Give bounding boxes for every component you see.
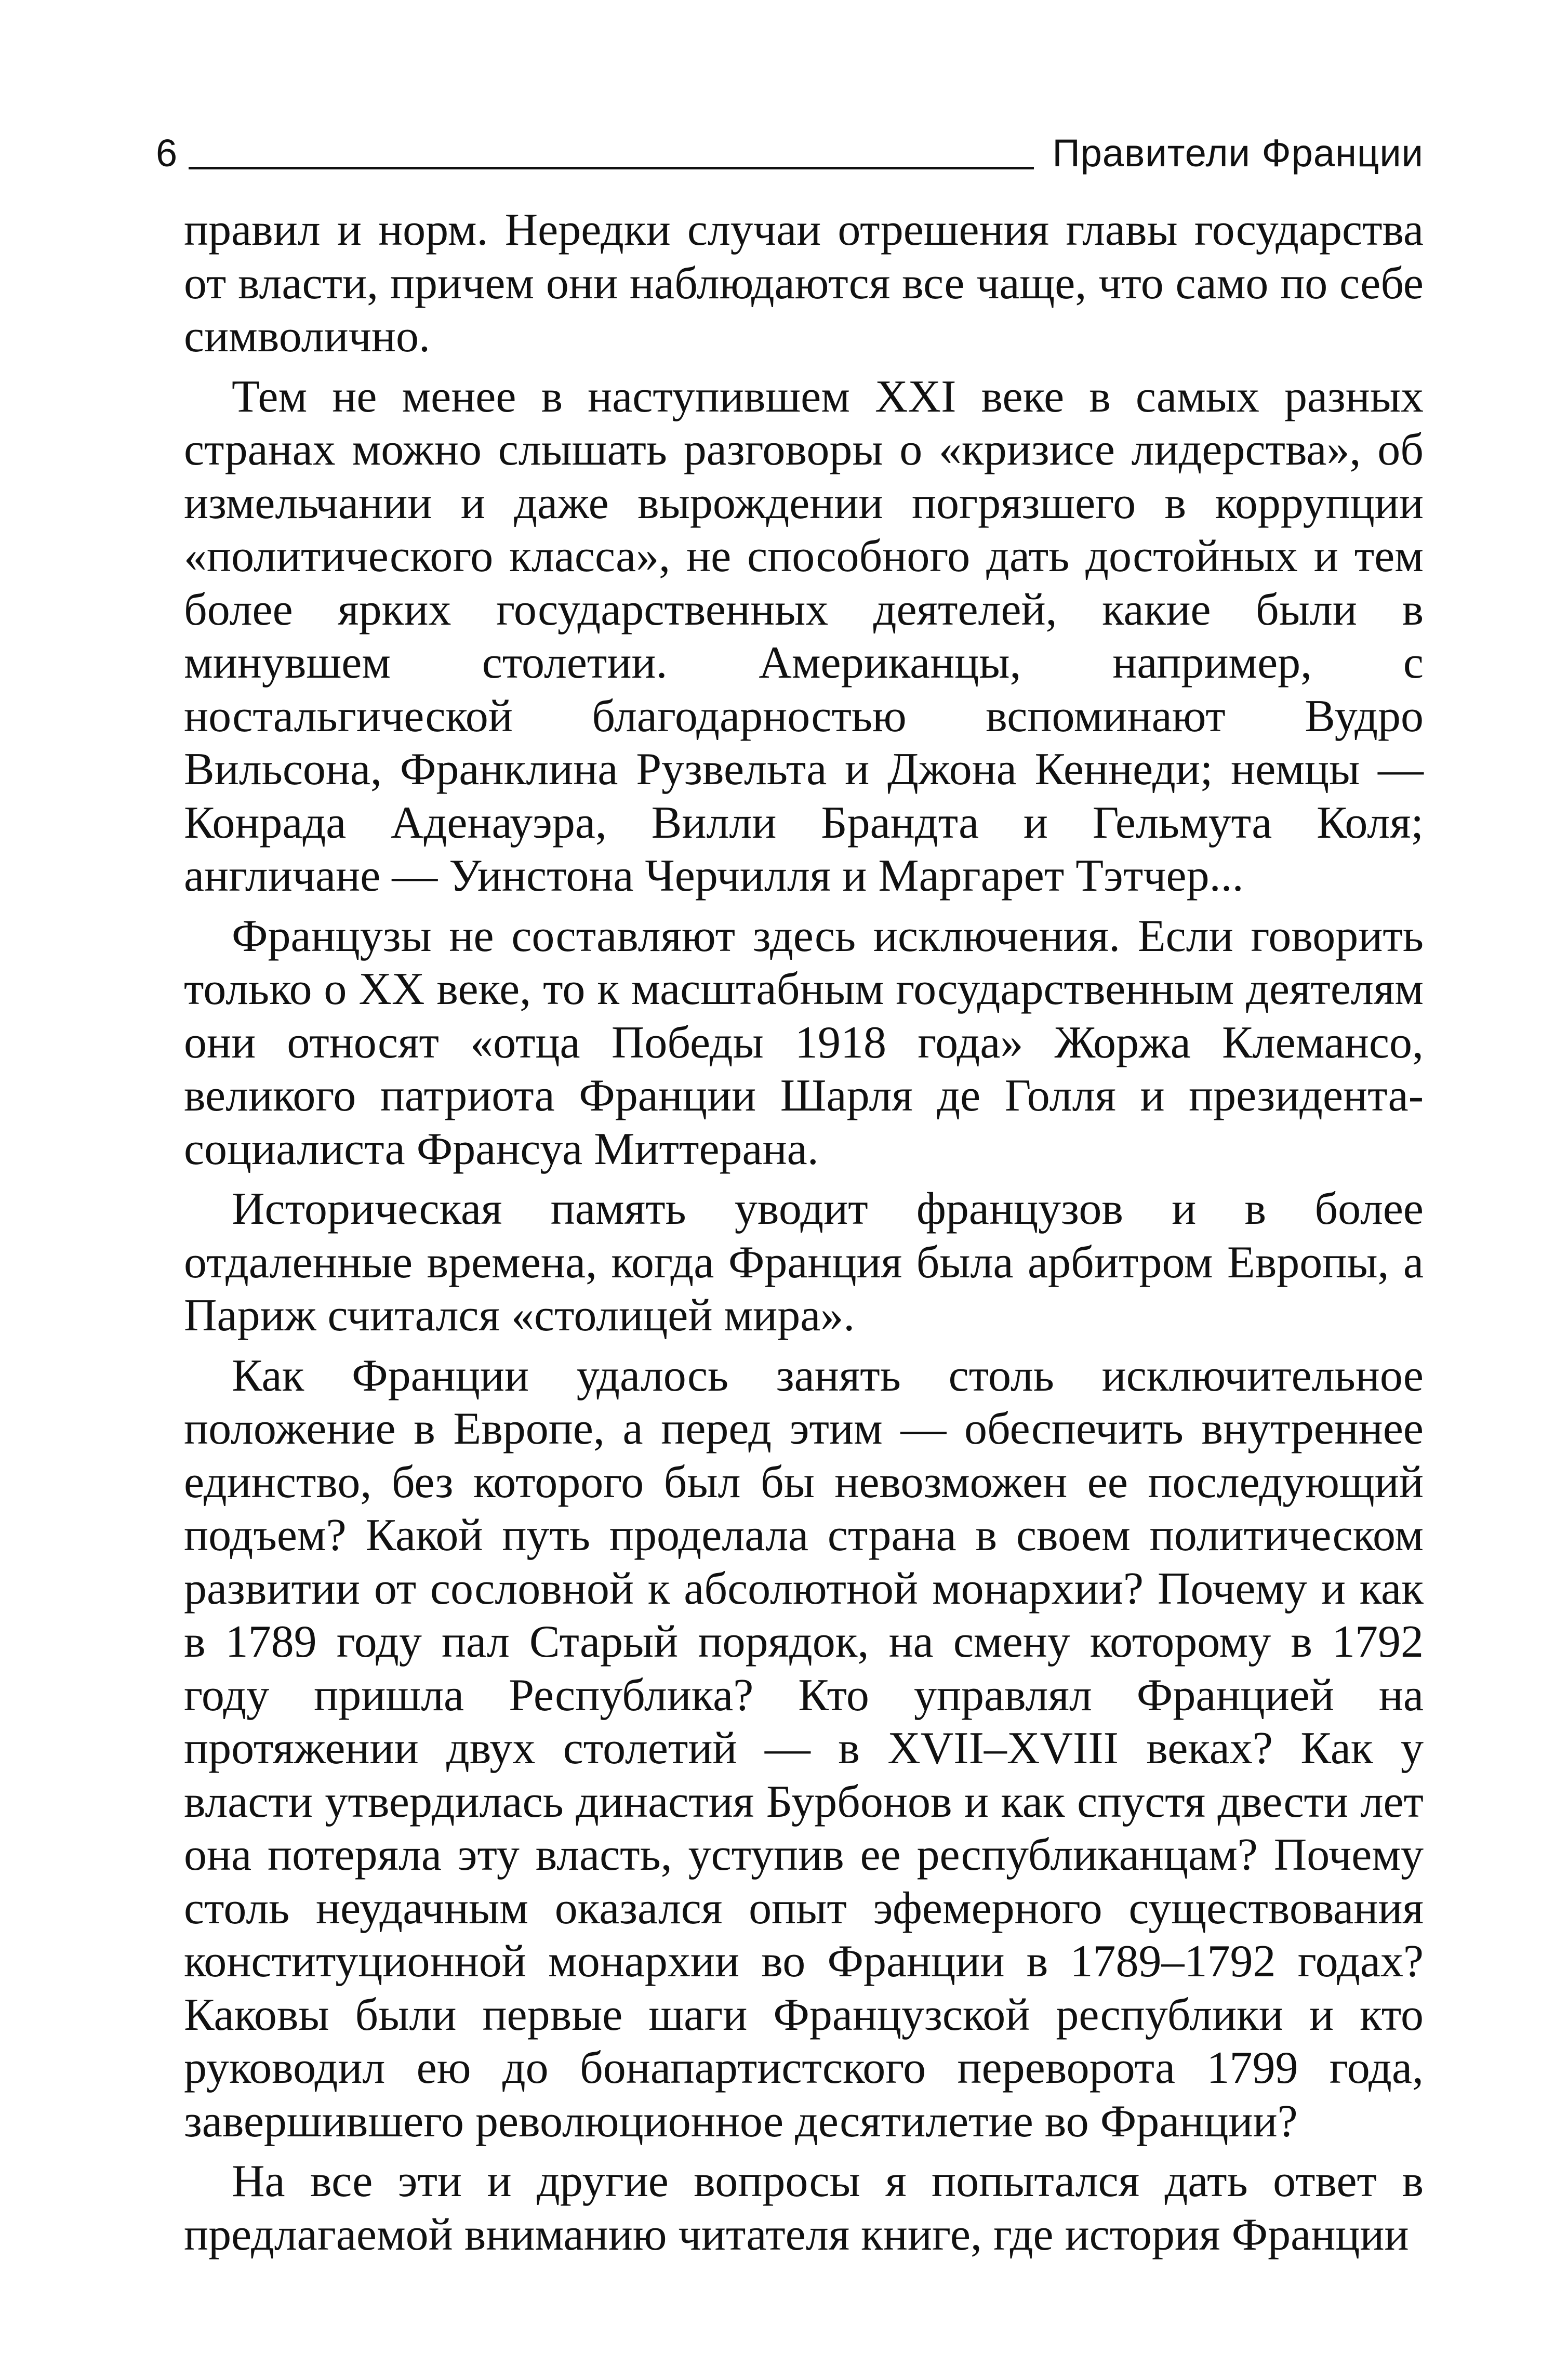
header-rule <box>189 167 1033 169</box>
paragraph-continued: правил и норм. Нередки случаи отрешения главы государства от власти, причем они наблюдаются все чаще, что само по себе символично. <box>184 205 1424 362</box>
running-title: Правители Франции <box>1052 131 1424 175</box>
paragraph: Французы не составляют здесь исключения. Если говорить только о XX веке, то к масштабным государственным деятелям они относят «отца Победы 1918 года» Жоржа Клемансо, великого патриота Франции Шарля де Голля и президента-социалиста Франсуа Миттерана. <box>184 910 1424 1174</box>
body-text <box>184 204 1424 2262</box>
paragraph: Тем не менее в наступившем XXI веке в самых разных странах можно слышать разговоры о «кризисе лидерства», об измельчании и даже вырождении погрязшего в коррупции «политического класса», не способного дать достойных и тем более ярких государственных деятелей, какие были в минувшем столетии. Американцы, например, с ностальгической благодарностью вспоминают Вудро Вильсона, Франклина Рузвельта и Джона Кеннеди; немцы — Конрада Аденауэра, Вилли Брандта и Гельмута Коля; англичане — Уинстона Черчилля и Маргарет Тэтчер... <box>184 371 1424 901</box>
page-number: 6 <box>156 131 178 175</box>
paragraph: Историческая память уводит французов и в более отдаленные времена, когда Франция была арбитром Европы, а Париж считался «столицей мира». <box>184 1184 1424 1341</box>
paragraph: Как Франции удалось занять столь исключительное положение в Европе, а перед этим — обеспечить внутреннее единство, без которого был бы невозможен ее последующий подъем? Какой путь проделала страна в своем политическом развитии от сословной к абсолютной монархии? Почему и как в 1789 году пал Старый порядок, на смену которому в 1792 году пришла Республика? Кто управлял Францией на протяжении двух столетий — в XVII–XVIII веках? Как у власти утвердилась династия Бурбонов и как спустя двести лет она потеряла эту власть, уступив ее республиканцам? Почему столь неудачным оказался опыт эфемерного существования конституционной монархии во Франции в 1789–1792 годах? Каковы были первые шаги Французской республики и кто руководил ею до бонапартистского переворота 1799 года, завершившего революционное десятилетие во Франции? <box>184 1350 1424 2147</box>
paragraph: На все эти и другие вопросы я попытался дать ответ в предлагаемой вниманию читателя книге, где история Франции <box>184 2156 1424 2260</box>
running-head <box>156 129 1424 176</box>
